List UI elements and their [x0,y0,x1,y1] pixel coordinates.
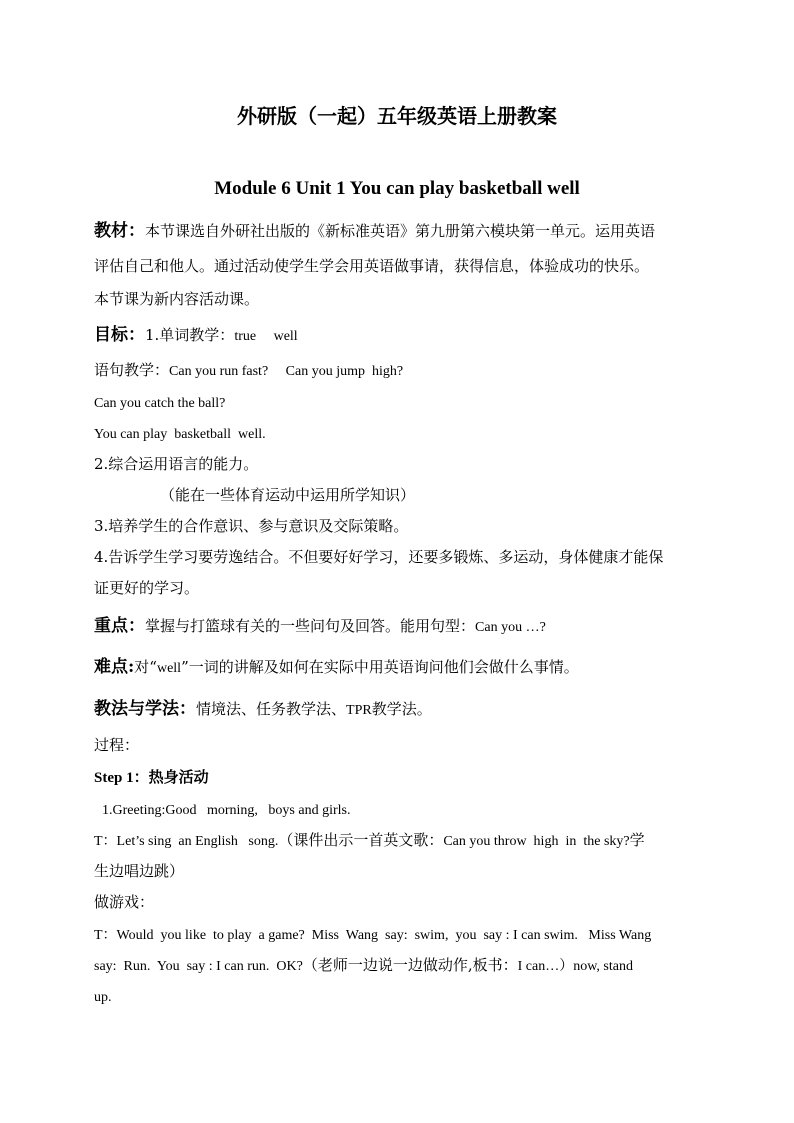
game-line-3 [94,984,704,1010]
greeting-text: 1.Greeting:Good morning, boys and girls. [102,803,351,818]
game-line-2 [94,953,704,979]
goals-line-9 [94,576,704,600]
song-note-b: 学 [629,831,645,849]
methods-text: 情境法、任务教学法、 [196,700,347,718]
page-title: 外研版（一起）五年级英语上册教案 [237,104,557,128]
vocab-label: 1.单词教学： [145,326,235,344]
greeting-line [102,797,712,823]
goal-3: 3.培养学生的合作意识、参与意识及交际策略。 [94,517,409,535]
goal-4: 4.告诉学生学习要劳逸结合。不但要好好学习，还要多锻炼、多运动，身体健康才能保 [94,548,664,566]
goals-line-7 [94,514,704,538]
song-line-2 [94,859,704,883]
difficulty-line [94,655,704,681]
goal-2-note: （能在一些体育运动中运用所学知识） [160,486,416,504]
process-label: 过程： [94,736,140,754]
step-1-heading [94,765,704,790]
materials-line-3 [94,287,704,311]
step-1-label: Step 1： [94,770,149,786]
song-text-a: T：Let’s sing an English song. [94,834,279,849]
game-text-2b: I can…）now, stand [517,959,633,974]
goals-line-4 [94,421,704,447]
step-1-title: 热身活动 [148,768,209,786]
process-line [94,733,704,757]
goals-line-8 [94,545,704,569]
goals-line-1 [94,323,704,349]
game-note: （老师一边说一边做动作,板书： [302,956,518,974]
goal-4-cont: 证更好的学习。 [94,579,200,597]
key-points-line [94,614,704,640]
game-line-1 [94,922,704,948]
song-line-1 [94,828,704,854]
difficulty-label: 难点: [94,657,135,677]
methods-tpr: TPR [346,703,372,718]
methods-text-b: 教学法。 [371,700,432,718]
goals-line-6 [160,483,770,507]
vocab-words: true well [234,329,298,344]
goals-line-3 [94,390,704,416]
song-note-c: 生边唱边跳） [94,862,185,880]
game-label: 做游戏： [94,893,155,911]
game-heading [94,890,704,914]
song-note-a: （课件出示一首英文歌： [278,831,444,849]
sentence-label: 语句教学： [94,361,170,379]
materials-label: 教材： [94,221,145,241]
sentence-example-3: You can play basketball well. [94,427,266,442]
methods-label: 教法与学法： [94,699,196,719]
materials-text-2: 评估自己和他人。通过活动使学生学会用英语做事请，获得信息，体验成功的快乐。 [94,257,650,275]
materials-line-1 [94,219,704,243]
lesson-subtitle: Module 6 Unit 1 You can play basketball well [214,178,580,199]
materials-line-2 [94,254,704,278]
difficulty-word: well [156,661,182,676]
key-points-label: 重点： [94,616,145,636]
goals-label: 目标： [94,325,145,345]
difficulty-text-b: ”一词的讲解及如何在实际中用英语询问他们会做什么事情。 [181,658,579,676]
goal-2: 2.综合运用语言的能力。 [94,455,259,473]
key-points-pattern: Can you …? [475,620,546,635]
materials-text-3: 本节课为新内容活动课。 [94,290,260,308]
game-text-1: T：Would you like to play a game? Miss Wang say: swim, you say : I can swim. Miss Wang [94,928,652,943]
sentence-example-2: Can you catch the ball? [94,396,226,411]
sentence-examples: Can you run fast? Can you jump high? [169,364,404,379]
game-text-2a: say: Run. You say : I can run. OK? [94,959,303,974]
song-title: Can you throw high in the sky? [443,834,630,849]
difficulty-text-a: 对“ [134,658,157,676]
goals-line-2 [94,358,704,384]
goals-line-5 [94,452,704,476]
materials-text: 本节课选自外研社出版的《新标准英语》第九册第六模块第一单元。运用英语 [145,222,656,240]
methods-line [94,697,704,723]
key-points-text: 掌握与打篮球有关的一些问句及回答。能用句型： [145,617,476,635]
game-text-3: up. [94,990,112,1005]
